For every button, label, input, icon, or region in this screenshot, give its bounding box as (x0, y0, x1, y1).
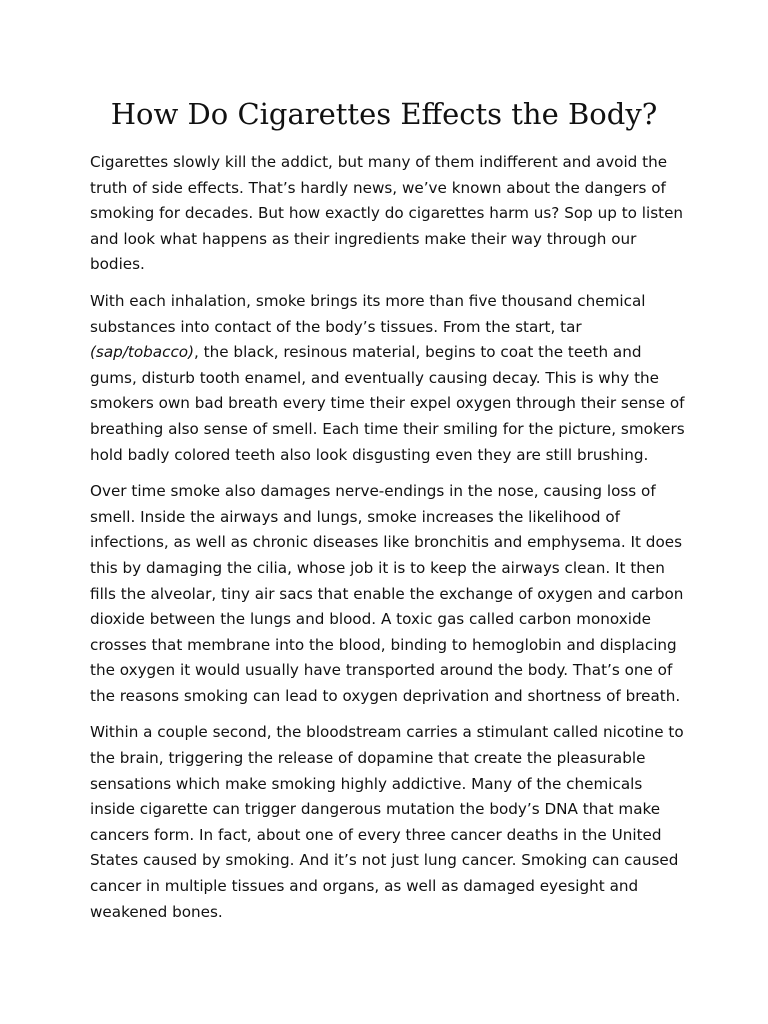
paragraph-inhalation (90, 289, 690, 468)
document-title: How Do Cigarettes Effects the Body? (110, 97, 658, 131)
paragraph-inhalation-italic: (sap/tobacco) (90, 343, 195, 362)
paragraph-intro: Cigarettes slowly kill the addict, but many of them indifferent and avoid the truth of side effects. That’s hardly news, we’ve known about the dangers of smoking for decades. But how exactly do cigarettes harm us? Sop up to listen and look what happens as their ingredients make their way through our bodies. (90, 153, 684, 274)
paragraph-lungs: Over time smoke also damages nerve-endings in the nose, causing loss of smell. Inside the airways and lungs, smoke increases the likelihood of infections, as well as chronic diseases like bronchitis and emphysema. It does this by damaging the cilia, whose job it is to keep the airways clean. It then fills the alveolar, tiny air sacs that enable the exchange of oxygen and carbon dioxide between the lungs and blood. A toxic gas called carbon monoxide crosses that membrane into the blood, binding to hemoglobin and displacing the oxygen it would usually have transported around the body. That’s one of the reasons smoking can lead to oxygen deprivation and shortness of breath. (90, 482, 684, 705)
paragraph-bloodstream: Within a couple second, the bloodstream carries a stimulant called nicotine to the brain, triggering the release of dopamine that create the pleasurable sensations which make smoking highly addictive. Many of the chemicals inside cigarette can trigger dangerous mutation the body’s DNA that make cancers form. In fact, about one of every three cancer deaths in the United States caused by smoking. And it’s not just lung cancer. Smoking can caused cancer in multiple tissues and organs, as well as damaged eyesight and weakened bones. (90, 723, 684, 921)
document-body (90, 150, 690, 936)
paragraph-inhalation-text-before: With each inhalation, smoke brings its more than five thousand chemical substances into contact of the body’s tissues. From the start, tar (90, 291, 646, 336)
paragraph-inhalation-text-after: , the black, resinous material, begins to coat the teeth and gums, disturb tooth enamel, and eventually causing decay. This is why the smokers own bad breath every time their expel oxygen through their sense of breathing also sense of smell. Each time their smiling for the picture, smokers hold badly colored teeth also look disgusting even they are still brushing. (90, 343, 685, 464)
